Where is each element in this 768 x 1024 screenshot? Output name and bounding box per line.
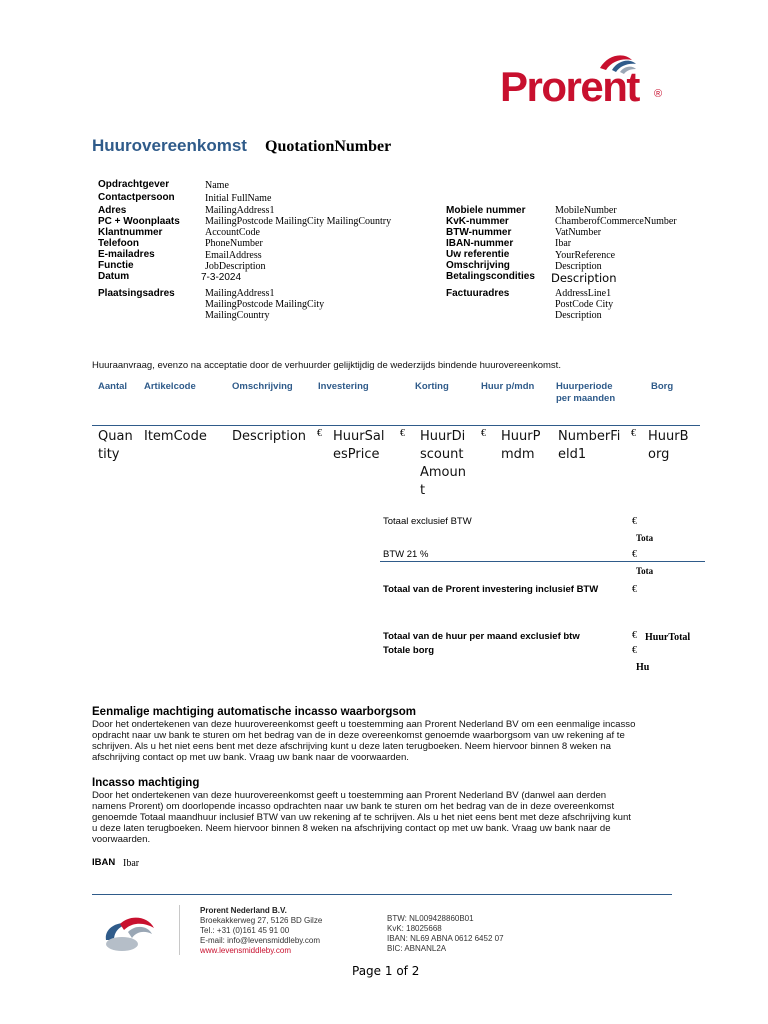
label-mobiele-nummer: Mobiele nummer — [446, 205, 526, 216]
rent-total-currency: € — [632, 630, 637, 641]
value-telefoon: PhoneNumber — [205, 238, 263, 249]
footer-divider — [92, 894, 672, 895]
value-iban-nummer: Ibar — [555, 238, 572, 249]
cell-rent: HuurPmdm — [501, 429, 541, 462]
mandate-recurring-line-2: namens Prorent) om doorlopende incasso opdrachten naar uw bank te sturen om het bedrag van de in deze overeenkomst — [92, 801, 615, 812]
vat-label: BTW 21 % — [383, 549, 429, 560]
mandate-recurring-line-1: Door het ondertekenen van deze huurovereenkomst geeft u toestemming aan Prorent Nederland BV (danwel aan derden — [92, 790, 607, 801]
page-indicator: Page 1 of 2 — [352, 964, 420, 978]
deposit-total-currency: € — [632, 645, 637, 656]
label-betalingscondities: Betalingscondities — [446, 271, 535, 282]
cell-description: Description — [232, 429, 307, 444]
col-header-artikelcode: Artikelcode — [144, 381, 196, 392]
label-btw-nummer: BTW-nummer — [446, 227, 512, 238]
intro-text: Huuraanvraag, evenzo na acceptatie door de verhuurder gelijktijdig de wederzijds bindende huurovereenkomst. — [92, 360, 561, 371]
mandate-recurring-title: Incasso machtiging — [92, 777, 200, 789]
plaatsingsadres-line-3: MailingCountry — [205, 310, 270, 321]
col-header-huur-pmdn: Huur p/mdn — [481, 381, 535, 392]
value-contactpersoon: Initial FullName — [205, 193, 272, 204]
mandate-once-title: Eenmalige machtiging automatische incasso waarborgsom — [92, 706, 417, 718]
cell-period: NumberField1 — [558, 429, 621, 462]
footer-vertical-divider — [179, 905, 180, 955]
cell-deposit-currency: € — [631, 428, 636, 439]
label-emailadres: E-mailadres — [98, 249, 155, 260]
label-telefoon: Telefoon — [98, 238, 139, 249]
total-excl-currency: € — [632, 516, 637, 527]
label-omschrijving: Omschrijving — [446, 260, 510, 271]
footer-iban: IBAN: NL69 ABNA 0612 6452 07 — [387, 934, 504, 943]
logo-registered-mark: ® — [654, 88, 663, 100]
col-header-huurperiode: Huurperiode per maanden — [556, 381, 616, 404]
footer-logo-icon — [98, 910, 160, 954]
plaatsingsadres-line-2: MailingPostcode MailingCity — [205, 299, 325, 310]
company-logo — [500, 50, 670, 112]
cell-rent-currency: € — [481, 428, 486, 439]
logo-wordmark: Prorent — [500, 63, 639, 110]
totals-divider — [380, 561, 705, 562]
iban-value: Ibar — [123, 858, 140, 869]
mandate-once-line-2: opdracht naar uw bank te sturen om het bedrag van de in deze overeenkomst genoemde waarborgsom van uw rekening af te — [92, 730, 625, 741]
label-factuuradres: Factuuradres — [446, 288, 510, 299]
footer-email: E-mail: info@levensmiddleby.com — [200, 936, 321, 945]
value-btw-nummer: VatNumber — [555, 227, 602, 238]
col-header-korting: Korting — [415, 381, 449, 392]
value-adres: MailingAddress1 — [205, 205, 275, 216]
label-functie: Functie — [98, 260, 134, 271]
iban-label: IBAN — [92, 857, 116, 868]
table-header-divider — [92, 425, 700, 426]
value-pc-woonplaats: MailingPostcode MailingCity MailingCountry — [205, 216, 392, 227]
footer-bic: BIC: ABNANL2A — [387, 944, 447, 953]
footer-btw: BTW: NL009428860B01 — [387, 914, 474, 923]
value-datum: 7-3-2024 — [201, 272, 242, 283]
vat-currency: € — [632, 549, 637, 560]
quotation-number: QuotationNumber — [265, 138, 392, 155]
table-row — [92, 428, 704, 498]
label-contactpersoon: Contactpersoon — [98, 192, 175, 203]
factuuradres-line-2: PostCode City — [555, 299, 614, 310]
footer-web: www.levensmiddleby.com — [200, 946, 291, 955]
rent-total-value: HuurTotal — [645, 632, 691, 643]
label-klantnummer: Klantnummer — [98, 227, 163, 238]
value-uw-referentie: YourReference — [555, 250, 616, 261]
col-header-investering: Investering — [318, 381, 369, 392]
value-kvk-nummer: ChamberofCommerceNumber — [555, 216, 677, 227]
plaatsingsadres-line-1: MailingAddress1 — [205, 288, 275, 299]
document-title: Huurovereenkomst — [92, 136, 247, 155]
mandate-recurring-line-4: u deze laten terugboeken. Neem hiervoor binnen 8 weken na afschrijving contact op met uw bank. Vraag uw bank naar de — [92, 823, 611, 834]
factuuradres-line-1: AddressLine1 — [555, 288, 612, 299]
footer-address: Broekakkerweg 27, 5126 BD Gilze — [200, 916, 323, 925]
mandate-recurring-line-5: voorwaarden. — [92, 834, 151, 845]
mandate-once-line-4: afschrijving contact op met uw bank. Vraag uw bank naar de voorwaarden. — [92, 752, 409, 763]
label-kvk-nummer: KvK-nummer — [446, 216, 509, 227]
cell-quantity: Quantity — [98, 429, 133, 462]
col-header-aantal: Aantal — [98, 381, 128, 392]
cell-discount: HuurDiscountAmount — [420, 429, 466, 498]
cell-investment-currency: € — [317, 428, 322, 439]
value-emailadres: EmailAddress — [205, 250, 262, 261]
value-opdrachtgever: Name — [205, 180, 229, 191]
col-header-omschrijving: Omschrijving — [232, 381, 293, 392]
label-uw-referentie: Uw referentie — [446, 249, 510, 260]
value-functie: JobDescription — [205, 261, 266, 272]
label-opdrachtgever: Opdrachtgever — [98, 179, 170, 190]
value-betalingscondities: Description — [551, 271, 617, 285]
cell-discount-currency: € — [400, 428, 405, 439]
rent-total-label: Totaal van de huur per maand exclusief btw — [383, 631, 580, 642]
total-incl-currency: € — [632, 584, 637, 595]
footer-company: Prorent Nederland B.V. — [200, 906, 287, 915]
cell-deposit: HuurBorg — [648, 429, 689, 462]
label-iban-nummer: IBAN-nummer — [446, 238, 514, 249]
label-datum: Datum — [98, 271, 130, 282]
footer-kvk: KvK: 18025668 — [387, 924, 442, 933]
label-plaatsingsadres: Plaatsingsadres — [98, 288, 175, 299]
total-incl-label: Totaal van de Prorent investering inclusief BTW — [383, 584, 599, 595]
deposit-total-label: Totale borg — [383, 645, 435, 656]
value-klantnummer: AccountCode — [205, 227, 260, 238]
label-adres: Adres — [98, 205, 127, 216]
factuuradres-line-3: Description — [555, 310, 602, 321]
deposit-total-value: Hu — [636, 662, 650, 673]
value-mobiele-nummer: MobileNumber — [555, 205, 617, 216]
label-pc-woonplaats: PC + Woonplaats — [98, 216, 180, 227]
mandate-once-line-3: schrijven. Als u het niet eens bent met deze afschrijving kunt u deze laten terugboeken. Neem hiervoor binnen 8 weken na — [92, 741, 611, 752]
footer-tel: Tel.: +31 (0)161 45 91 00 — [200, 926, 290, 935]
vat-value: Tota — [636, 566, 654, 576]
mandate-once-line-1: Door het ondertekenen van deze huurovereenkomst geeft u toestemming aan Prorent Nederland BV om een eenmalige incasso — [92, 719, 636, 730]
mandate-recurring-line-3: genoemde Totaal maandhuur inclusief BTW van uw rekening af te schrijven. Als u het niet eens bent met deze afschrijving kunt — [92, 812, 631, 823]
cell-investment: HuurSalesPrice — [333, 429, 385, 462]
total-excl-value: Tota — [636, 533, 654, 543]
cell-item-code: ItemCode — [144, 429, 207, 444]
col-header-borg: Borg — [651, 381, 674, 392]
total-excl-label: Totaal exclusief BTW — [383, 516, 472, 527]
value-omschrijving: Description — [555, 261, 602, 272]
